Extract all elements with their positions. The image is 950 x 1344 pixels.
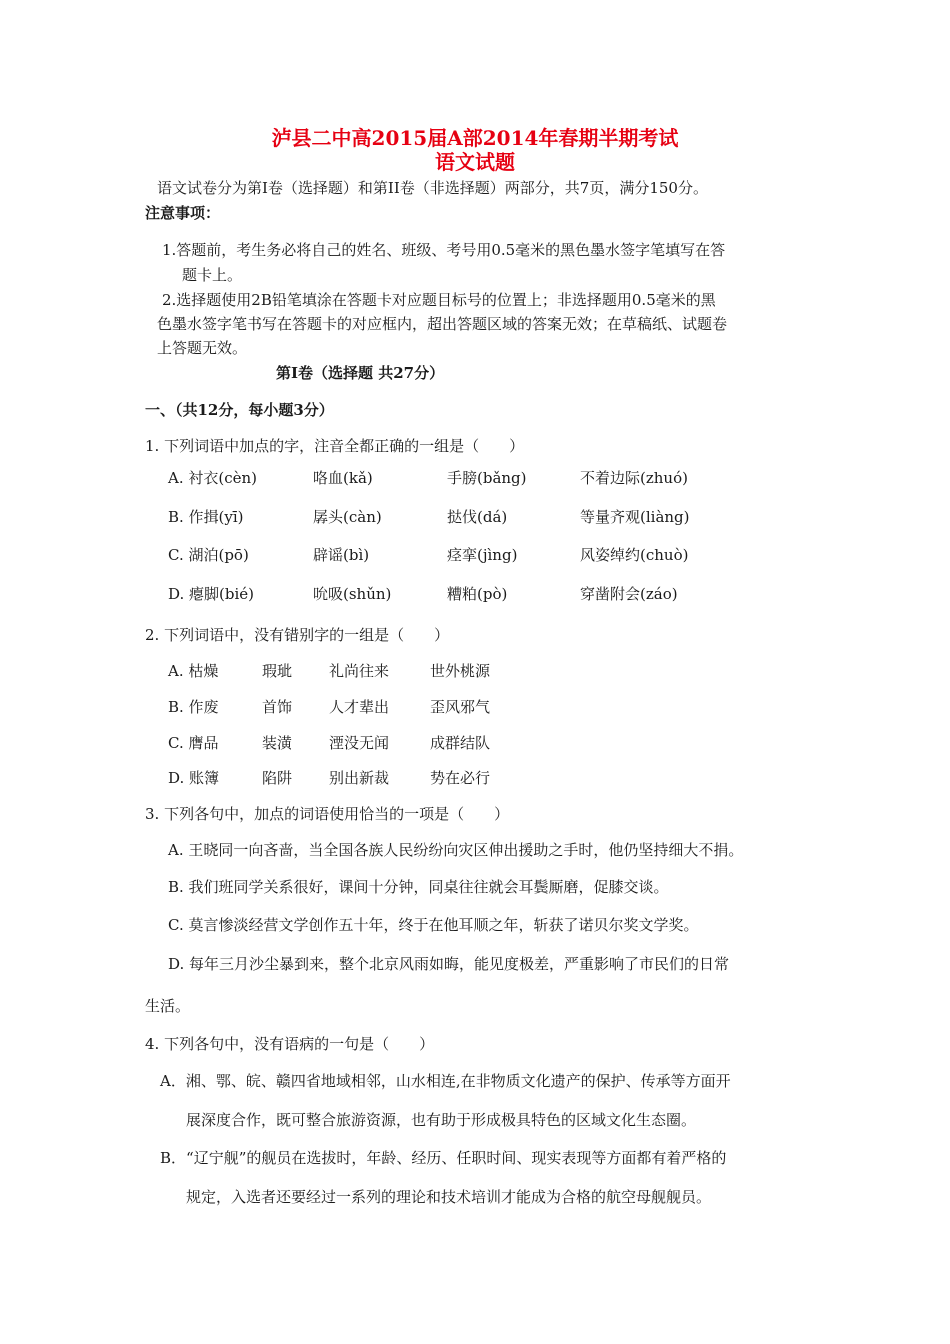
q3-option-d: D. 每年三月沙尘暴到来，整个北京风雨如晦，能见度极差，严重影响了市民们的日常	[168, 955, 730, 973]
q2-option-a-3: 礼尚往来	[329, 662, 390, 680]
notice-item-2: 2.选择题使用2B铅笔填涂在答题卡对应题目标号的位置上；非选择题用0.5毫米的黑	[162, 291, 716, 309]
q4-option-a-cont: 展深度合作，既可整合旅游资源，也有助于形成极具特色的区域文化生态圈。	[186, 1111, 697, 1129]
q1-option-a-3: 手膀(bǎng)	[447, 469, 527, 487]
q3-option-a: A. 王晓同一向吝啬，当全国各族人民纷纷向灾区伸出援助之手时，他仍坚持细大不捐。	[168, 841, 744, 859]
q1-option-c-1: C. 湖泊(pō)	[168, 546, 249, 564]
question-3-stem: 3. 下列各句中，加点的词语使用恰当的一项是（ ）	[145, 805, 510, 823]
exam-intro: 语文试卷分为第Ⅰ卷（选择题）和第II卷（非选择题）两部分，共7页，满分150分。	[157, 179, 708, 197]
exam-title: 泸县二中高2015届A部2014年春期半期考试	[271, 126, 679, 150]
part-heading: 一、（共12分，每小题3分）	[145, 401, 334, 419]
q2-option-b-2: 首饰	[262, 698, 293, 716]
question-4-stem: 4. 下列各句中，没有语病的一句是（ ）	[145, 1035, 435, 1053]
q4-option-b: B．“辽宁舰”的舰员在选拔时，年龄、经历、任职时间、现实表现等方面都有着严格的	[160, 1149, 727, 1167]
q3-option-b: B. 我们班同学关系很好，课间十分钟，同桌往往就会耳鬓厮磨，促膝交谈。	[168, 878, 669, 896]
q1-option-d-4: 穿凿附会(záo)	[580, 585, 678, 603]
q2-option-a-1: A. 枯燥	[168, 662, 219, 680]
q2-option-d-2: 陷阱	[262, 769, 293, 787]
q2-option-b-4: 歪风邪气	[430, 698, 491, 716]
q4-option-a: A．湘、鄂、皖、赣四省地域相邻，山水相连,在非物质文化遗产的保护、传承等方面开	[160, 1072, 731, 1090]
q1-option-b-4: 等量齐观(liàng)	[580, 508, 690, 526]
notice-heading: 注意事项：	[145, 204, 221, 222]
notice-item-2-cont: 色墨水签字笔书写在答题卡的对应框内，超出答题区域的答案无效；在草稿纸、试题卷	[157, 315, 728, 333]
q1-option-b-3: 挞伐(dá)	[447, 508, 508, 526]
exam-subtitle: 语文试题	[435, 150, 515, 174]
q3-option-d-cont: 生活。	[145, 997, 191, 1015]
q1-option-b-2: 孱头(càn)	[313, 508, 382, 526]
q1-option-b-1: B. 作揖(yī)	[168, 508, 244, 526]
notice-item-2-cont2: 上答题无效。	[157, 339, 248, 357]
q2-option-c-2: 装潢	[262, 734, 293, 752]
q2-option-a-2: 瑕玼	[262, 662, 293, 680]
q3-option-c: C. 莫言惨淡经营文学创作五十年，终于在他耳顺之年，斩获了诺贝尔奖文学奖。	[168, 916, 699, 934]
notice-item-1: 1.答题前，考生务必将自己的姓名、班级、考号用0.5毫米的黑色墨水签字笔填写在答	[162, 241, 726, 259]
volume-heading: 第Ⅰ卷（选择题 共27分）	[276, 364, 445, 382]
q2-option-b-3: 人才辈出	[329, 698, 390, 716]
q1-option-d-2: 吮吸(shǔn)	[313, 585, 392, 603]
q1-option-a-2: 咯血(kǎ)	[313, 469, 373, 487]
question-1-stem: 1. 下列词语中加点的字，注音全都正确的一组是（ ）	[145, 437, 525, 455]
q2-option-c-1: C. 膺品	[168, 734, 219, 752]
q2-option-c-4: 成群结队	[430, 734, 491, 752]
q1-option-d-3: 糟粕(pò)	[447, 585, 508, 603]
q1-option-c-2: 辟谣(bì)	[313, 546, 370, 564]
q2-option-b-1: B. 作废	[168, 698, 219, 716]
q1-option-d-1: D. 瘪脚(bié)	[168, 585, 255, 603]
q1-option-a-1: A. 衬衣(cèn)	[168, 469, 258, 487]
q1-option-a-4: 不着边际(zhuó)	[580, 469, 688, 487]
notice-item-1-cont: 题卡上。	[182, 266, 243, 284]
question-2-stem: 2. 下列词语中，没有错别字的一组是（ ）	[145, 626, 450, 644]
q2-option-d-1: D. 账簿	[168, 769, 220, 787]
q2-option-d-4: 势在必行	[430, 769, 491, 787]
q2-option-c-3: 湮没无闻	[329, 734, 390, 752]
q4-option-b-cont: 规定，入选者还要经过一系列的理论和技术培训才能成为合格的航空母舰舰员。	[186, 1188, 712, 1206]
q1-option-c-3: 痉挛(jìng)	[447, 546, 518, 564]
q1-option-c-4: 风姿绰约(chuò)	[580, 546, 689, 564]
q2-option-a-4: 世外桃源	[430, 662, 491, 680]
q2-option-d-3: 别出新裁	[329, 769, 390, 787]
